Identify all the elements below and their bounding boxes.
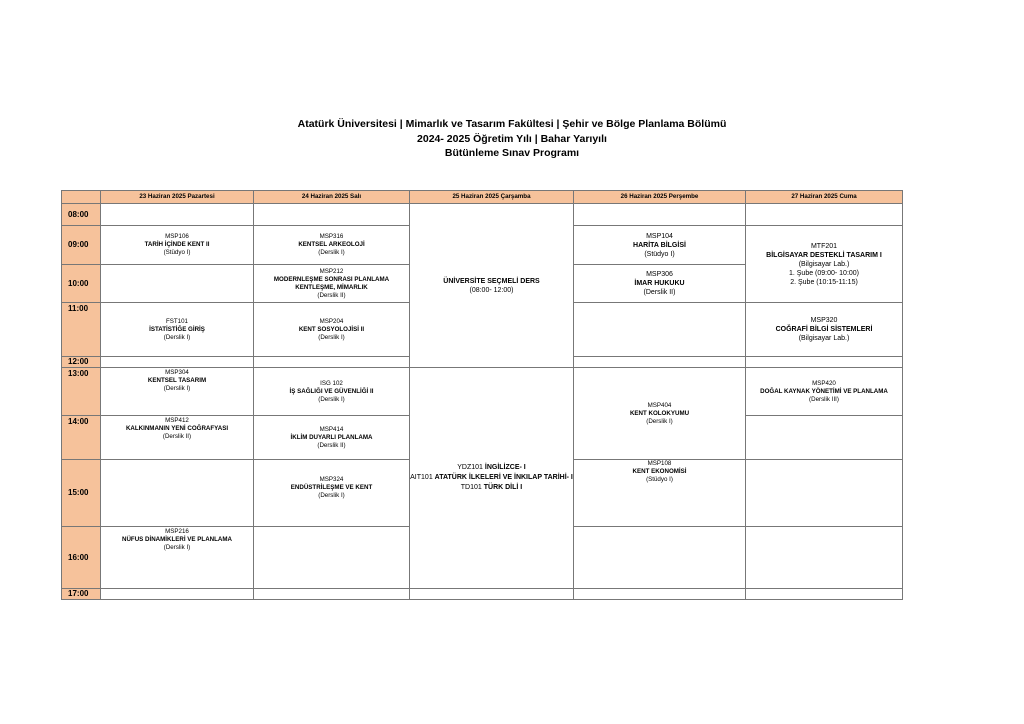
exam-room: (Derslik II) <box>643 289 676 296</box>
empty-slot <box>101 589 254 600</box>
exam-name: BİLGİSAYAR DESTEKLİ TASARIM I <box>766 251 882 259</box>
header-corner <box>62 191 101 204</box>
exam-name: KALKINMANIN YENİ COĞRAFYASI <box>125 425 229 432</box>
empty-slot <box>574 204 746 226</box>
exam-cell <box>254 303 410 357</box>
exam-cell <box>254 226 410 265</box>
empty-slot <box>746 357 903 368</box>
time-label: 15:00 <box>62 460 101 527</box>
exam-code: ISG 102 <box>320 379 343 387</box>
exam-cell <box>410 204 574 368</box>
empty-slot <box>746 460 903 527</box>
time-row <box>62 589 903 600</box>
exam-cell <box>746 226 903 303</box>
empty-slot <box>101 460 254 527</box>
exam-code: MSP106 <box>165 233 189 240</box>
empty-slot <box>574 303 746 357</box>
exam-name: ÜNİVERSİTE SEÇMELİ DERS <box>443 277 540 285</box>
exam-cell <box>254 460 410 527</box>
exam-room: (Derslik I) <box>163 544 191 551</box>
exam-room: (Stüdyo I) <box>646 476 673 483</box>
empty-slot <box>746 527 903 589</box>
empty-slot <box>254 527 410 589</box>
exam-name: KENTSEL ARKEOLOJİ <box>298 241 365 248</box>
exam-name: KENT KOLOKYUMU <box>629 409 690 417</box>
exam-code: MSP108 <box>647 460 672 467</box>
exam-cell <box>746 303 903 357</box>
institution-title: Atatürk Üniversitesi | Mimarlık ve Tasarım Fakültesi | Şehir ve Bölge Planlama Bölümü <box>297 118 727 130</box>
time-label: 08:00 <box>62 204 101 226</box>
time-label: 09:00 <box>62 226 101 265</box>
exam-name: MODERNLEŞME SONRASI PLANLAMA KENTLEŞME, MİMARLIK <box>273 275 390 291</box>
exam-name: ENDÜSTRİLEŞME VE KENT <box>290 484 373 491</box>
exam-room: (Derslik I) <box>163 385 191 392</box>
empty-slot <box>746 589 903 600</box>
exam-code: MSP404 <box>647 401 672 409</box>
exam-room: (Derslik I) <box>318 492 345 499</box>
exam-cell <box>254 368 410 416</box>
time-row <box>62 204 903 226</box>
exam-code: MSP320 <box>810 317 838 324</box>
exam-cell <box>101 368 254 416</box>
exam-cell <box>574 265 746 303</box>
exam-name: TARİH İÇİNDE KENT II <box>144 241 210 248</box>
exam-room: (Derslik II) <box>317 441 346 449</box>
exam-code: MSP420 <box>812 379 836 387</box>
exam-time: (08:00- 12:00) <box>469 286 514 294</box>
exam-code: MSP412 <box>165 417 189 424</box>
time-row <box>62 368 903 416</box>
exam-cell <box>574 226 746 265</box>
exam-name: DOĞAL KAYNAK YÖNETİMİ VE PLANLAMA <box>760 387 888 395</box>
exam-code: MSP316 <box>319 233 344 240</box>
empty-slot <box>574 527 746 589</box>
exam-code: MSP104 <box>646 232 673 240</box>
exam-name: İMAR HUKUKU <box>634 280 685 287</box>
program-title: Bütünleme Sınav Programı <box>444 147 580 159</box>
exam-code: YDZ101 <box>457 464 483 471</box>
exam-code: FST101 <box>165 317 188 325</box>
exam-section: 2. Şube (10:15-11:15) <box>790 278 858 286</box>
exam-code: TD101 <box>460 484 482 491</box>
exam-name: İSTATİSTİĞE GİRİŞ <box>149 325 205 333</box>
exam-cell <box>101 416 254 460</box>
exam-name: KENT EKONOMİSİ <box>632 468 687 475</box>
academic-year-title: 2024- 2025 Öğretim Yılı | Bahar Yarıyılı <box>417 132 607 145</box>
empty-slot <box>254 204 410 226</box>
exam-code: MSP304 <box>165 369 189 376</box>
exam-name: COĞRAFİ BİLGİ SİSTEMLERİ <box>775 326 873 333</box>
day-header: 25 Haziran 2025 Çarşamba <box>410 191 574 204</box>
empty-slot <box>254 589 410 600</box>
time-label: 16:00 <box>62 527 101 589</box>
exam-code: MSP212 <box>319 267 344 275</box>
exam-room: (Derslik I) <box>163 333 191 341</box>
exam-name: İŞ SAĞLIĞI VE GÜVENLİĞİ II <box>289 387 374 395</box>
exam-name: İKLİM DUYARLI PLANLAMA <box>290 433 373 441</box>
exam-room: (Bilgisayar Lab.) <box>798 260 850 268</box>
exam-cell <box>574 368 746 460</box>
exam-cell <box>254 265 410 303</box>
exam-name: KENTSEL TASARIM <box>147 377 207 384</box>
exam-room: (Derslik I) <box>318 333 345 341</box>
empty-slot <box>101 265 254 303</box>
exam-room: (Derslik II) <box>162 433 192 440</box>
exam-cell <box>746 368 903 416</box>
exam-cell <box>101 527 254 589</box>
exam-code: AIT101 <box>410 474 433 481</box>
empty-slot <box>746 204 903 226</box>
exam-room: (Bilgisayar Lab.) <box>798 335 850 342</box>
empty-slot <box>254 357 410 368</box>
exam-room: (Stüdyo I) <box>163 249 191 256</box>
exam-schedule-table <box>61 190 903 600</box>
time-label: 13:00 <box>62 368 101 416</box>
exam-line <box>410 483 573 493</box>
exam-name: NÜFUS DİNAMİKLERİ VE PLANLAMA <box>122 536 232 543</box>
exam-code: MSP204 <box>319 317 344 325</box>
exam-room: (Stüdyo I) <box>644 250 675 258</box>
exam-code: MSP414 <box>319 425 344 433</box>
day-header-row <box>62 191 903 204</box>
exam-room: (Derslik III) <box>809 395 839 403</box>
exam-line <box>410 473 573 483</box>
exam-name: İNGİLİZCE- I <box>484 464 526 471</box>
day-header: 24 Haziran 2025 Salı <box>254 191 410 204</box>
time-label: 12:00 <box>62 357 101 368</box>
exam-cell <box>574 460 746 527</box>
exam-line <box>410 463 573 473</box>
empty-slot <box>746 416 903 460</box>
exam-name: ATATÜRK İLKELERİ VE İNKILAP TARİHİ- I <box>434 474 573 481</box>
empty-slot <box>101 204 254 226</box>
empty-slot <box>574 357 746 368</box>
exam-cell <box>101 226 254 265</box>
time-label: 17:00 <box>62 589 101 600</box>
exam-name: HARİTA BİLGİSİ <box>633 241 686 249</box>
exam-room: (Derslik I) <box>646 417 673 425</box>
exam-code: MSP216 <box>165 528 189 535</box>
exam-cell <box>410 368 574 589</box>
exam-room: (Derslik I) <box>318 249 345 256</box>
exam-room: (Derslik II) <box>317 291 346 299</box>
exam-name: KENT SOSYOLOJİSİ II <box>298 325 365 333</box>
exam-code: MSP306 <box>646 271 673 278</box>
day-header: 26 Haziran 2025 Perşembe <box>574 191 746 204</box>
exam-name: TÜRK DİLİ I <box>483 484 523 491</box>
exam-room: (Derslik I) <box>318 395 345 403</box>
day-header: 23 Haziran 2025 Pazartesi <box>101 191 254 204</box>
empty-slot <box>101 357 254 368</box>
exam-cell <box>101 303 254 357</box>
empty-slot <box>410 589 574 600</box>
time-label: 14:00 <box>62 416 101 460</box>
exam-section: 1. Şube (09:00- 10:00) <box>788 269 860 277</box>
time-label: 10:00 <box>62 265 101 303</box>
document-title-block <box>0 117 1024 161</box>
day-header: 27 Haziran 2025 Cuma <box>746 191 903 204</box>
empty-slot <box>574 589 746 600</box>
exam-code: MTF201 <box>810 242 838 250</box>
exam-code: MSP324 <box>319 476 344 483</box>
exam-cell <box>254 416 410 460</box>
time-label: 11:00 <box>62 303 101 357</box>
